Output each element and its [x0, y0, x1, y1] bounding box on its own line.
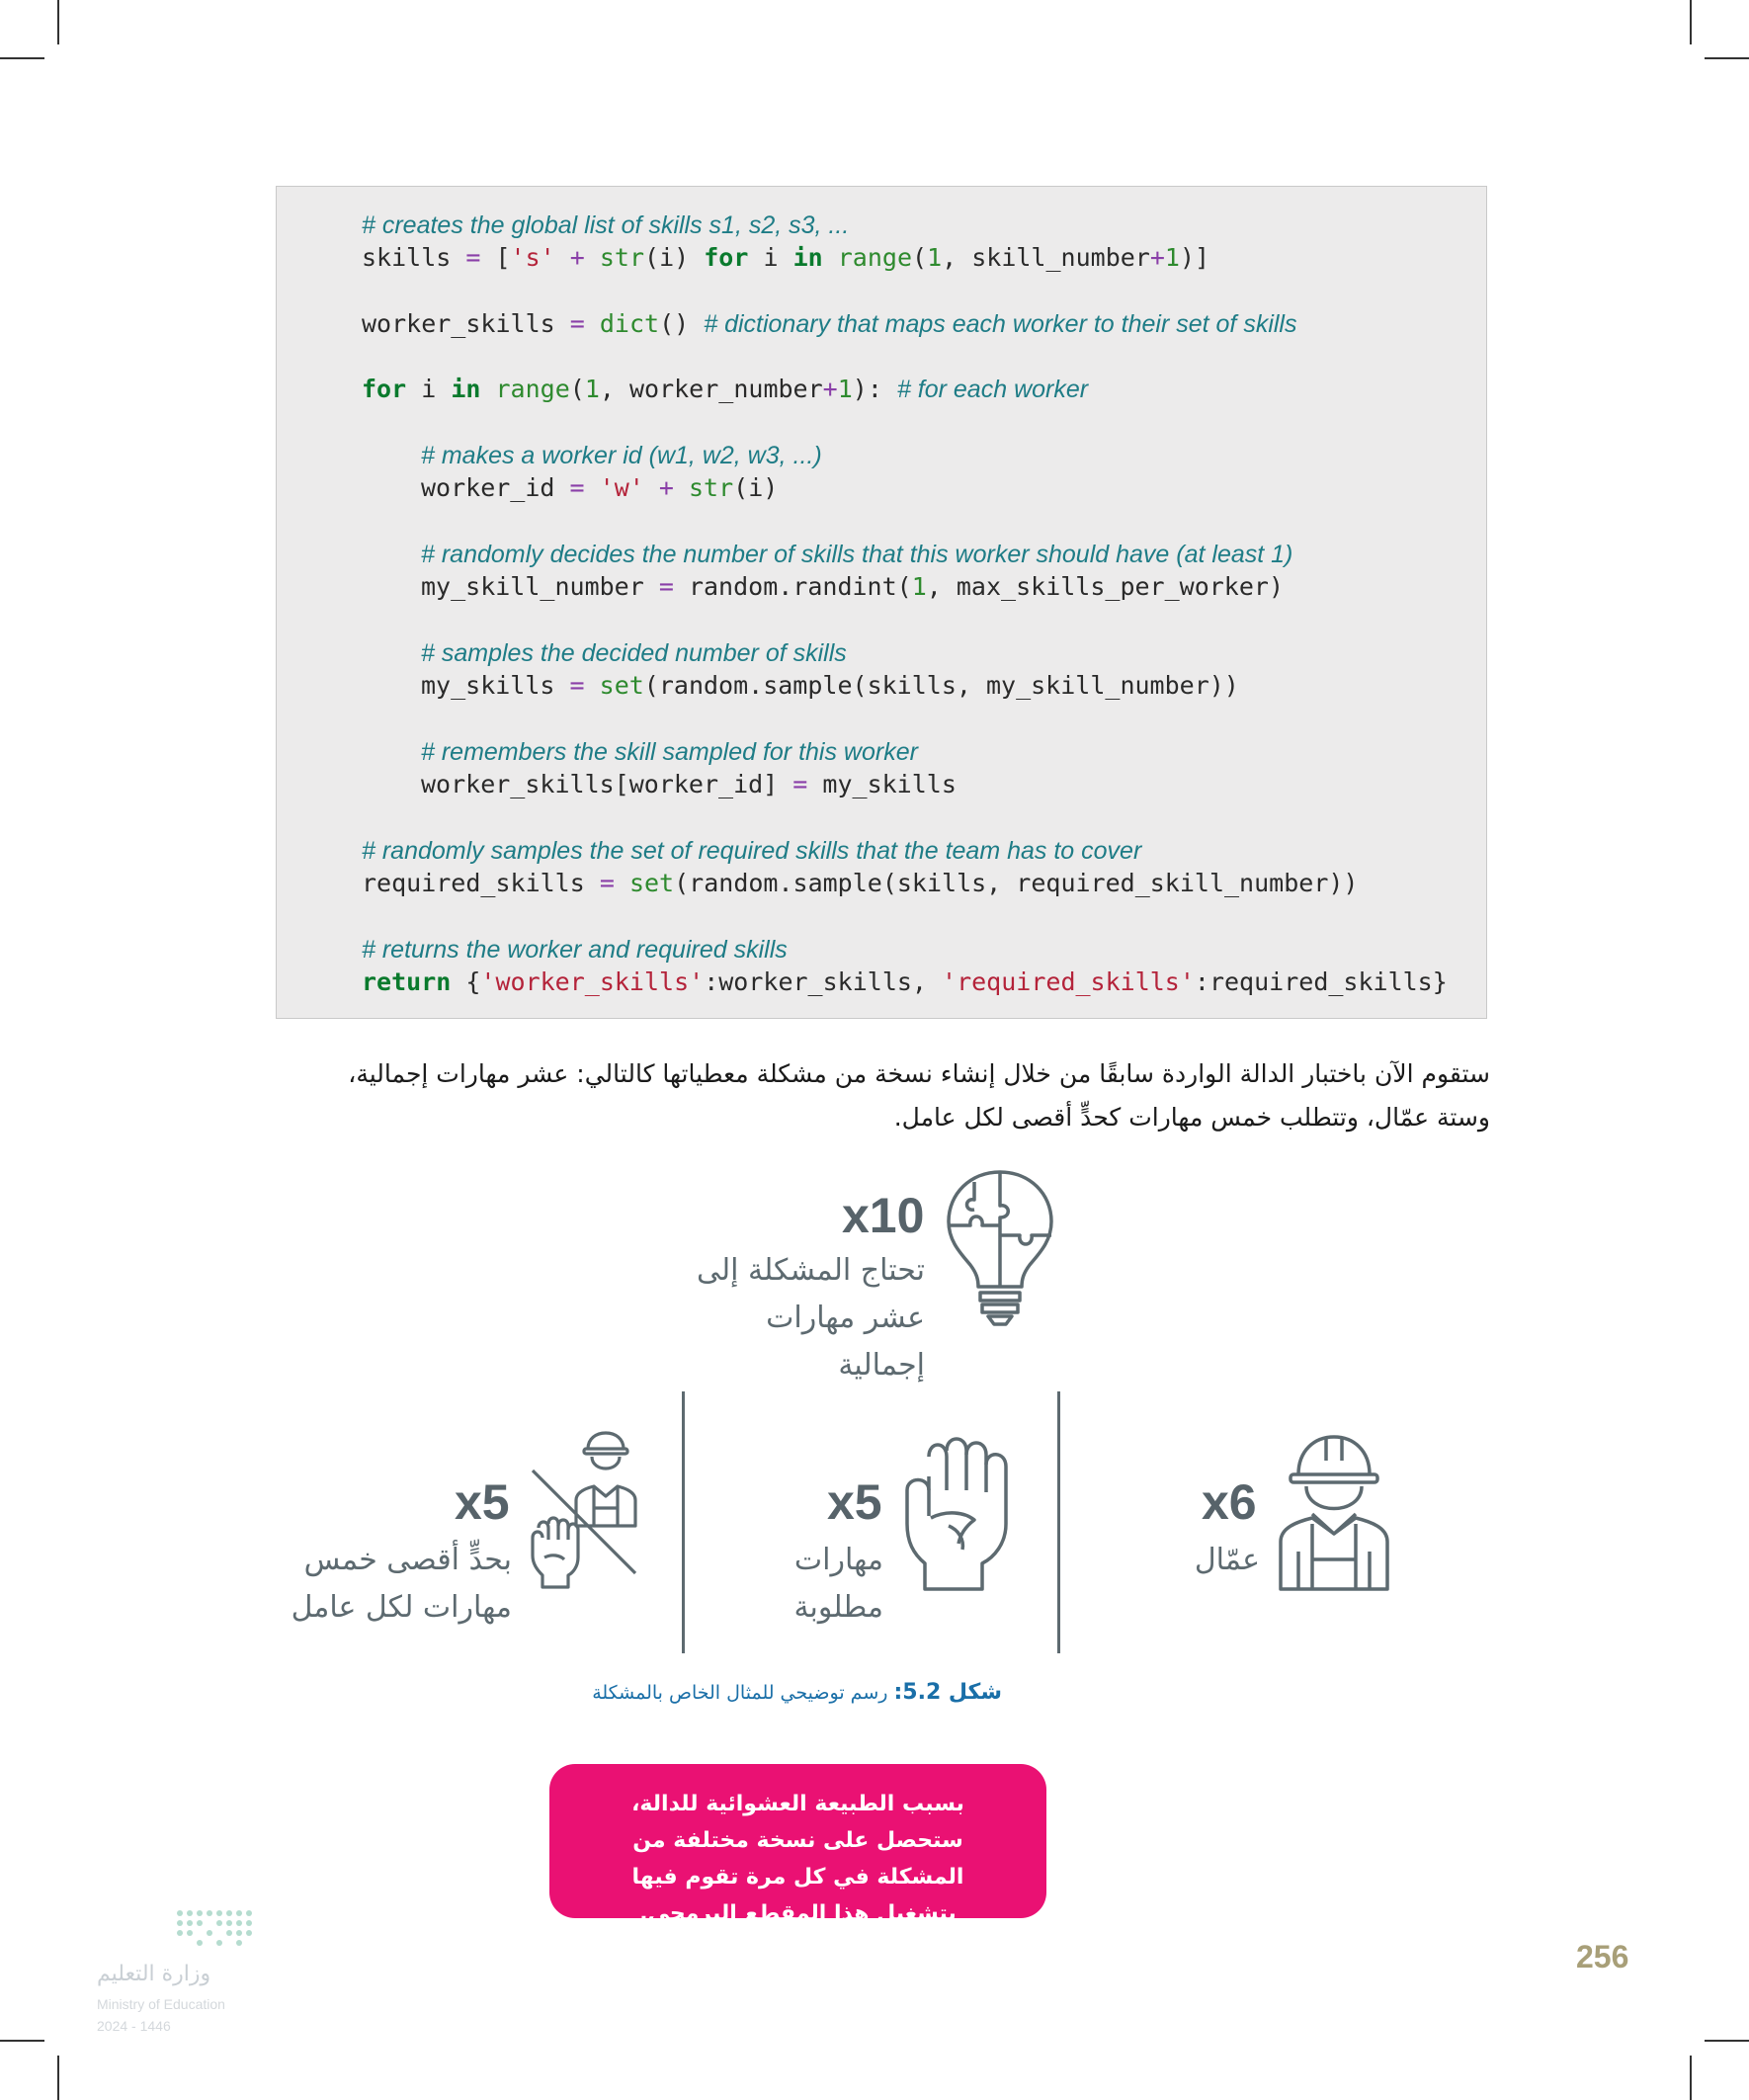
total-skills-count: x10	[842, 1188, 925, 1243]
body-paragraph	[277, 1052, 1490, 1139]
code-comment: # randomly decides the number of skills that this worker should have (at least 1)	[421, 541, 1293, 568]
code-line: required_skills = set(random.sample(skills, required_skill_number))	[362, 869, 1359, 897]
crop-mark	[1690, 2056, 1692, 2100]
code-line: skills = ['s' + str(i) for i in range(1, skill_number+1)]	[362, 243, 1210, 272]
required-skills-count: x5	[827, 1474, 882, 1530]
workers-count: x6	[1202, 1474, 1257, 1530]
label-line: مطلوبة	[793, 1590, 883, 1625]
label-line: مهارات لكل عامل	[291, 1590, 512, 1625]
crop-mark	[57, 0, 59, 44]
code-line: my_skills = set(random.sample(skills, my_skill_number))	[421, 671, 1239, 700]
required-skills-label	[731, 1537, 883, 1632]
figure-caption	[553, 1678, 1002, 1708]
code-comment: # randomly samples the set of required skills that the team has to cover	[362, 837, 1142, 865]
divider	[682, 1391, 685, 1653]
code-line: for i in range(1, worker_number+1): # for each worker	[362, 375, 1089, 403]
code-comment: # returns the worker and required skills	[362, 936, 788, 964]
ministry-year: 2024 - 1446	[97, 2018, 171, 2034]
code-line: worker_id = 'w' + str(i)	[421, 473, 779, 502]
code-comment: # dictionary that maps each worker to their set of skills	[704, 310, 1297, 338]
code-comment: # makes a worker id (w1, w2, w3, ...)	[421, 442, 822, 469]
code-comment: # remembers the skill sampled for this worker	[421, 738, 918, 766]
worker-skill-limit-icon	[529, 1431, 637, 1591]
crop-mark	[0, 57, 44, 59]
ministry-name-arabic: وزارة التعليم	[97, 1962, 211, 1986]
crop-mark	[1690, 0, 1692, 44]
code-line: return {'worker_skills':worker_skills, 'required_skills':required_skills}	[362, 967, 1448, 996]
worker-icon	[1277, 1431, 1391, 1591]
code-comment: # samples the decided number of skills	[421, 639, 847, 667]
ministry-name-english: Ministry of Education	[97, 1996, 225, 2012]
code-line: worker_skills = dict() # dictionary that maps each worker to their set of skills	[362, 309, 1297, 338]
divider	[1057, 1391, 1060, 1653]
code-line: my_skill_number = random.randint(1, max_skills_per_worker)	[421, 572, 1285, 601]
figure-number: شكل 5.2:	[893, 1680, 1002, 1705]
page-number: 256	[1576, 1939, 1629, 1974]
paragraph-line-1: ستقوم الآن باختبار الدالة الواردة سابقًا من خلال إنشاء نسخة من مشكلة معطياتها كالتالي: عشر مهارات إجمالية،	[348, 1059, 1490, 1088]
label-line: مهارات	[793, 1543, 883, 1577]
fist-icon	[901, 1431, 1014, 1591]
label-line: إجمالية	[838, 1348, 925, 1383]
code-line: worker_skills[worker_id] = my_skills	[421, 770, 957, 798]
label-line: بحدٍّ أقصى خمس	[303, 1543, 512, 1577]
crop-mark	[1705, 2040, 1749, 2042]
crop-mark	[57, 2056, 59, 2100]
note-box: بسبب الطبيعة العشوائية للدالة، ستحصل على نسخة مختلفة من المشكلة في كل مرة تقوم فيها بتشغيل هذا المقطع البرمجي.	[549, 1764, 1046, 1918]
ministry-logo-icon	[95, 1897, 273, 1957]
crop-mark	[1705, 57, 1749, 59]
code-block	[276, 186, 1487, 1019]
crop-mark	[0, 2040, 44, 2042]
paragraph-line-2: وستة عمّال، وتتطلب خمس مهارات كحدٍّ أقصى لكل عامل.	[893, 1103, 1490, 1132]
workers-label	[1087, 1537, 1260, 1584]
max-skills-count: x5	[455, 1474, 510, 1530]
code-comment: # for each worker	[896, 376, 1089, 403]
label-line: عمّال	[1194, 1543, 1260, 1577]
total-skills-label	[632, 1247, 925, 1389]
label-line: عشر مهارات	[766, 1301, 925, 1335]
puzzle-lightbulb-icon	[941, 1166, 1059, 1329]
label-line: تحتاج المشكلة إلى	[697, 1253, 925, 1288]
max-skills-label	[237, 1537, 512, 1632]
figure-caption-text: رسم توضيحي للمثال الخاص بالمشكلة	[592, 1682, 888, 1704]
code-comment: # creates the global list of skills s1, s2, s3, ...	[362, 211, 850, 239]
